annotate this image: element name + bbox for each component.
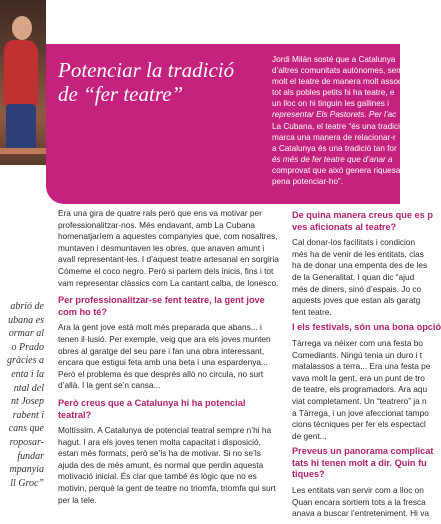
text-line: aquests joves que estan als garatg — [292, 295, 421, 306]
text-line: Les entitats van servir com a lloc on — [292, 485, 424, 496]
text-line: tiques? — [292, 469, 325, 480]
text-line: de gent... — [292, 430, 327, 441]
intro-text — [272, 54, 404, 187]
paragraph — [292, 337, 431, 442]
paragraph — [292, 485, 429, 520]
question-heading: Per professionalitzar-se fent teatre, la gent jove com ho té? — [58, 295, 265, 317]
text-line: o Prado — [11, 341, 44, 353]
text-line: més de diners, sinó d’espais. Jo co — [292, 283, 422, 294]
text-line: enta i la — [11, 368, 44, 380]
text-line: cans que — [8, 423, 44, 435]
text-line: tats hi tenen molt a dir. Quin fu — [292, 457, 427, 468]
text-line: Jordi Milán sosté que a Catalunya — [272, 55, 396, 64]
text-line: és més de fer teatre que d’anar a — [272, 154, 393, 164]
text-line: fent teatre. — [292, 306, 332, 317]
text-line: Comediants. Ningú tenia un duro i t — [292, 349, 423, 360]
text-line: ubana es — [8, 314, 44, 326]
paragraph — [292, 237, 428, 318]
text-line: anava a buscar l’entreteniment. Hi va — [292, 508, 429, 519]
text-line: ll Groc” — [10, 477, 44, 489]
text-line: de la Generalitat. I quan dic “ajud — [292, 271, 415, 282]
text-line: pena potenciar-ho”. — [272, 177, 344, 187]
question-heading: Però creus que a Catalunya hi ha potencial teatral? — [58, 397, 246, 420]
text-line: més ha de venir de les entitats, clas — [292, 248, 424, 259]
text-line: vava molt la gent, era un punt de tro — [292, 372, 425, 383]
page-title: Potenciar la tradició de “fer teatre” — [58, 58, 235, 106]
text-line: un lloc on hi tinguin les gallines i — [272, 99, 389, 109]
text-line: gràcies a — [7, 355, 44, 367]
paragraph: Ara la gent jove està molt més preparada que abans... i tenen il·lusió. Per exemple, veig que ara els joves munten obres al garatge del seu pare i fan una obra interessant, encara que estigui feta amb una beta i una espardenya... Però el problema és que després allò no circula, no surt d’allà. I la gent se’n cansa... — [58, 322, 271, 391]
side-column-text — [0, 300, 46, 490]
text-line: de teatre, els programadors. Ara aqu — [292, 384, 428, 395]
question-heading — [292, 322, 441, 334]
text-line: cions tècniques per fer els espectacl — [292, 419, 426, 430]
text-line: marca una manera de relacionar-r — [272, 132, 396, 142]
text-line: roposar- — [9, 436, 44, 448]
text-line: matalassos a terra... Era una festa pe — [292, 361, 431, 372]
paragraph: Moltíssim. A Catalunya de potencial teatral sempre n’hi ha hagut. I ara els joves tenen molta capacitat i disposició, estan més formats, però se’ls ha de motivar. Si no se’ls ajuda des de més amunt, és normal que perdin aquesta motivació inicial. És clar que també és lògic que no es motivin, perquè la gent de teatre no triomfa, triomfa qui surt per la tele. — [58, 425, 276, 505]
text-line: Quan encara sortiem tots a la fresca — [292, 496, 426, 507]
text-line: I els festivals, són una bona opció — [292, 322, 441, 333]
text-line: La Cubana, el teatre “és una tradici — [272, 121, 400, 131]
actor-photo — [0, 0, 46, 165]
text-line: d’altres comunitats autònomes, sem — [272, 66, 404, 76]
text-line: comprovat que això genera riquesa — [272, 165, 401, 175]
text-line: nt Josep — [10, 396, 44, 408]
text-line: ormar al — [8, 328, 44, 340]
text-line: Tàrrega va néixer com una festa bo — [292, 337, 423, 348]
text-line: a Tàrrega, i un jove afeccionat tampo — [292, 407, 429, 418]
text-line: ha de donar una empenta des de les — [292, 260, 428, 271]
text-line: a Catalunya és una tradició tan for — [272, 143, 397, 153]
text-line: ntal del — [13, 382, 44, 394]
text-line: ves aficionats al teatre? — [292, 221, 397, 232]
text-line: De quina manera creus que es p — [292, 210, 433, 220]
text-line: tot als pobles petits hi ha teatre, e — [272, 88, 395, 98]
text-line: fundar — [17, 450, 44, 462]
text-line: mpanyia — [9, 464, 44, 476]
middle-column — [58, 208, 280, 510]
text-line: rabent i — [12, 409, 44, 421]
right-column — [292, 210, 441, 524]
question-heading — [292, 446, 434, 481]
paragraph: Era una gira de quatre rals però que ens va motivar per professionalitzar-nos. Més endavant, amb La Cubana homenatjaríem a aquestes companyies que, com nosaltres, muntaven i desmuntaven les obres, que anaven amunt i avall representant-les. I d’aquest teatre artesanal en sorgiria Cómeme el coco negro. Però si parlem dels inicis, fins i tot vam representar clàssics com La cantant calba, de Ionesco. — [58, 208, 279, 288]
text-line: representar Els Pastorets. Per l’ac — [272, 110, 397, 120]
text-line: molt el teatre de manera molt assoc — [272, 77, 403, 87]
text-line: viat completament. Un “teatrero” ja n — [292, 395, 427, 406]
text-line: Preveus un panorama complicat — [292, 446, 434, 457]
question-heading — [292, 210, 433, 233]
text-line: Cal donar-los facilitats i condicion — [292, 237, 416, 248]
text-line: abrió de — [10, 301, 44, 312]
